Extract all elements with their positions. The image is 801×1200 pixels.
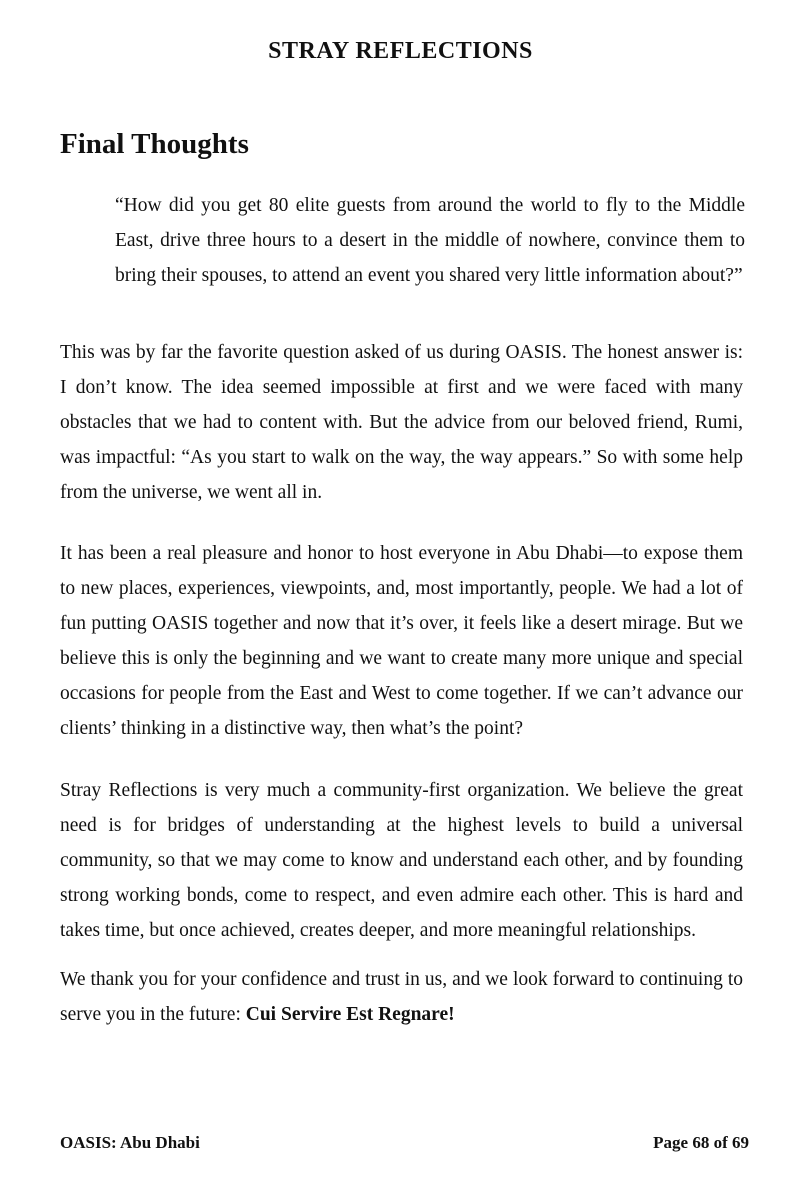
section-title: Final Thoughts <box>60 128 249 160</box>
paragraph-2: It has been a real pleasure and honor to host everyone in Abu Dhabi—to expose them to new places, experiences, viewpoints, and, most importantly, people. We had a lot of fun putting OASIS together and now that it’s over, it feels like a desert mirage. But we believe this is only the beginning and we want to create many more unique and special occasions for people from the East and West to come together. If we can’t advance our clients’ thinking in a distinctive way, then what’s the point? <box>60 543 743 739</box>
running-header: STRAY REFLECTIONS <box>268 38 533 64</box>
paragraph-1: This was by far the favorite question asked of us during OASIS. The honest answer is: I don’t know. The idea seemed impossible at first and we were faced with many obstacles that we had to content with. But the advice from our beloved friend, Rumi, was impactful: “As you start to walk on the way, the way appears.” So with some help from the universe, we went all in. <box>60 342 743 503</box>
closing-motto: Cui Servire Est Regnare! <box>245 1004 455 1025</box>
footer-page-number: Page 68 of 69 <box>653 1133 749 1152</box>
footer-publication: OASIS: Abu Dhabi <box>60 1133 200 1152</box>
paragraph-4 <box>60 962 743 1032</box>
paragraph-3: Stray Reflections is very much a community-first organization. We believe the great need is for bridges of understanding at the highest levels to build a universal community, so that we may come to know and understand each other, and by founding strong working bonds, come to respect, and even admire each other. This is hard and takes time, but once achieved, creates deeper, and more meaningful relationships. <box>60 780 743 941</box>
paragraph-4-text: We thank you for your confidence and trust in us, and we look forward to continuing to serve you in the future: <box>60 969 743 1025</box>
block-quote: “How did you get 80 elite guests from around the world to fly to the Middle East, drive three hours to a desert in the middle of nowhere, convince them to bring their spouses, to attend an event you shared very little information about?” <box>115 195 745 286</box>
